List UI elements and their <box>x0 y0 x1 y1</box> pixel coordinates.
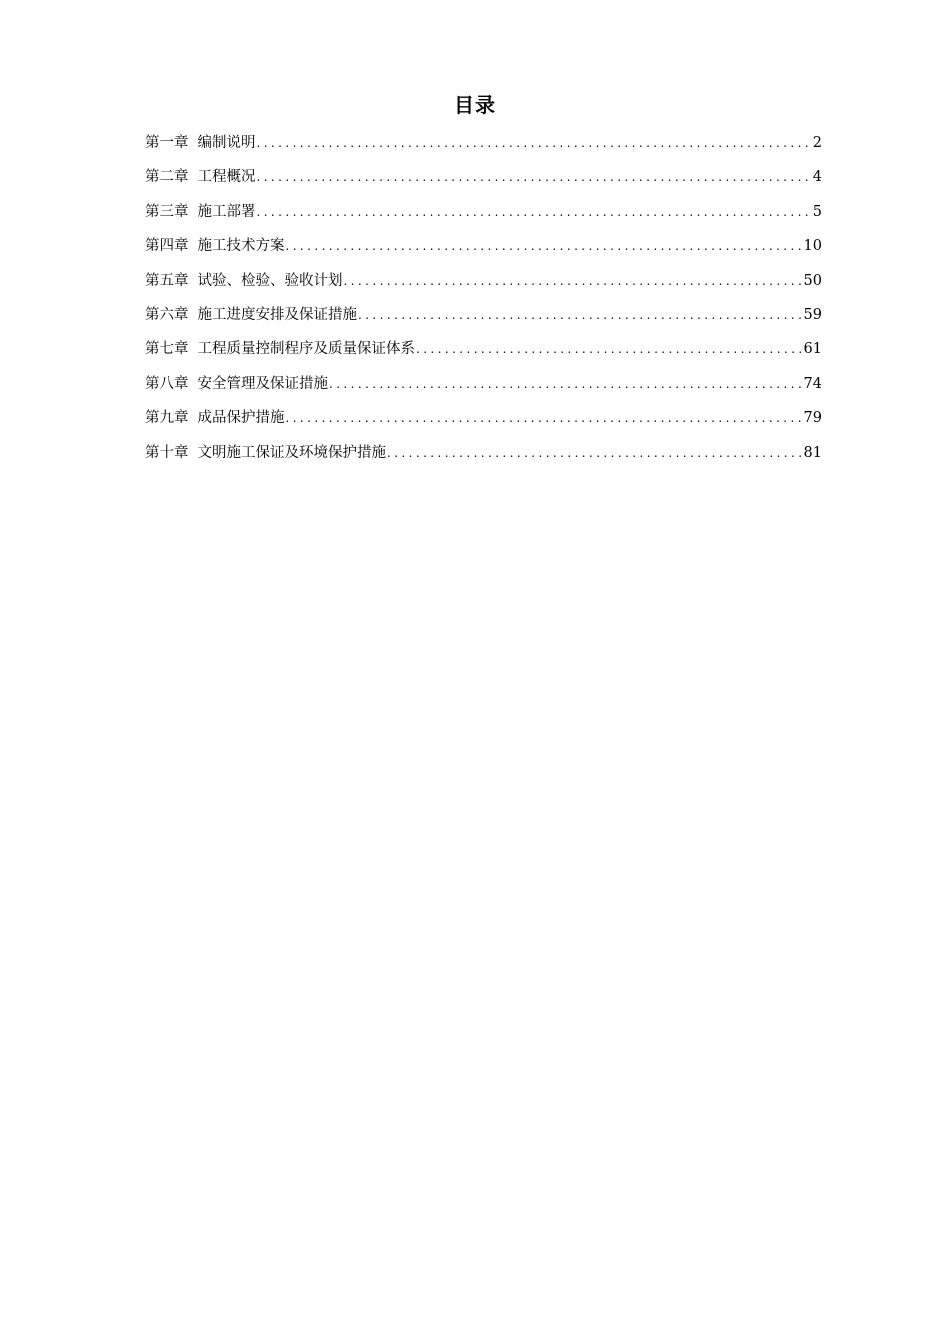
chapter-title: 施工进度安排及保证措施 <box>197 306 357 323</box>
chapter-title: 安全管理及保证措施 <box>197 375 328 392</box>
toc-entry-8[interactable] <box>145 371 822 405</box>
page-number: 5 <box>812 203 822 220</box>
chapter-number: 第九章 <box>145 410 189 427</box>
chapter-number: 第三章 <box>145 203 189 220</box>
page-number: 2 <box>812 135 822 151</box>
chapter-number: 第四章 <box>145 238 189 255</box>
toc-entry-7[interactable] <box>145 336 822 370</box>
toc-entry-1[interactable] <box>145 130 822 164</box>
chapter-title: 工程质量控制程序及质量保证体系 <box>197 341 415 358</box>
dot-leader <box>358 302 803 328</box>
dot-leader <box>286 233 803 259</box>
page-number: 50 <box>803 272 822 289</box>
page-number: 61 <box>803 341 822 358</box>
page-number: 10 <box>803 238 822 255</box>
chapter-title: 工程概况 <box>197 169 256 186</box>
toc-title: 目录 <box>454 93 496 117</box>
chapter-number: 第八章 <box>145 375 189 392</box>
chapter-title: 成品保护措施 <box>197 410 285 427</box>
toc-entry-2[interactable] <box>145 164 822 198</box>
chapter-number: 第一章 <box>145 135 189 151</box>
chapter-title: 施工技术方案 <box>197 238 285 255</box>
dot-leader <box>257 130 812 156</box>
page-number: 4 <box>812 169 822 186</box>
chapter-number: 第七章 <box>145 341 189 358</box>
dot-leader <box>257 164 812 190</box>
chapter-number: 第二章 <box>145 169 189 186</box>
chapter-title: 试验、检验、验收计划 <box>197 272 343 289</box>
chapter-title: 文明施工保证及环境保护措施 <box>197 444 386 461</box>
toc-entry-6[interactable] <box>145 302 822 336</box>
toc-list <box>145 130 822 474</box>
page-number: 79 <box>803 410 822 427</box>
toc-entry-10[interactable] <box>145 440 822 474</box>
dot-leader <box>257 199 812 225</box>
toc-entry-9[interactable] <box>145 405 822 439</box>
chapter-number: 第五章 <box>145 272 189 289</box>
page-number: 81 <box>803 444 822 461</box>
toc-entry-5[interactable] <box>145 268 822 302</box>
dot-leader <box>387 440 803 466</box>
dot-leader <box>344 268 803 294</box>
chapter-title: 编制说明 <box>197 135 256 151</box>
dot-leader <box>286 405 803 431</box>
toc-entry-3[interactable] <box>145 199 822 233</box>
page-number: 59 <box>803 306 822 323</box>
page-number: 74 <box>803 375 822 392</box>
dot-leader <box>416 336 803 362</box>
chapter-number: 第十章 <box>145 444 189 461</box>
dot-leader <box>329 371 803 397</box>
chapter-number: 第六章 <box>145 306 189 323</box>
chapter-title: 施工部署 <box>197 203 256 220</box>
toc-entry-4[interactable] <box>145 233 822 267</box>
